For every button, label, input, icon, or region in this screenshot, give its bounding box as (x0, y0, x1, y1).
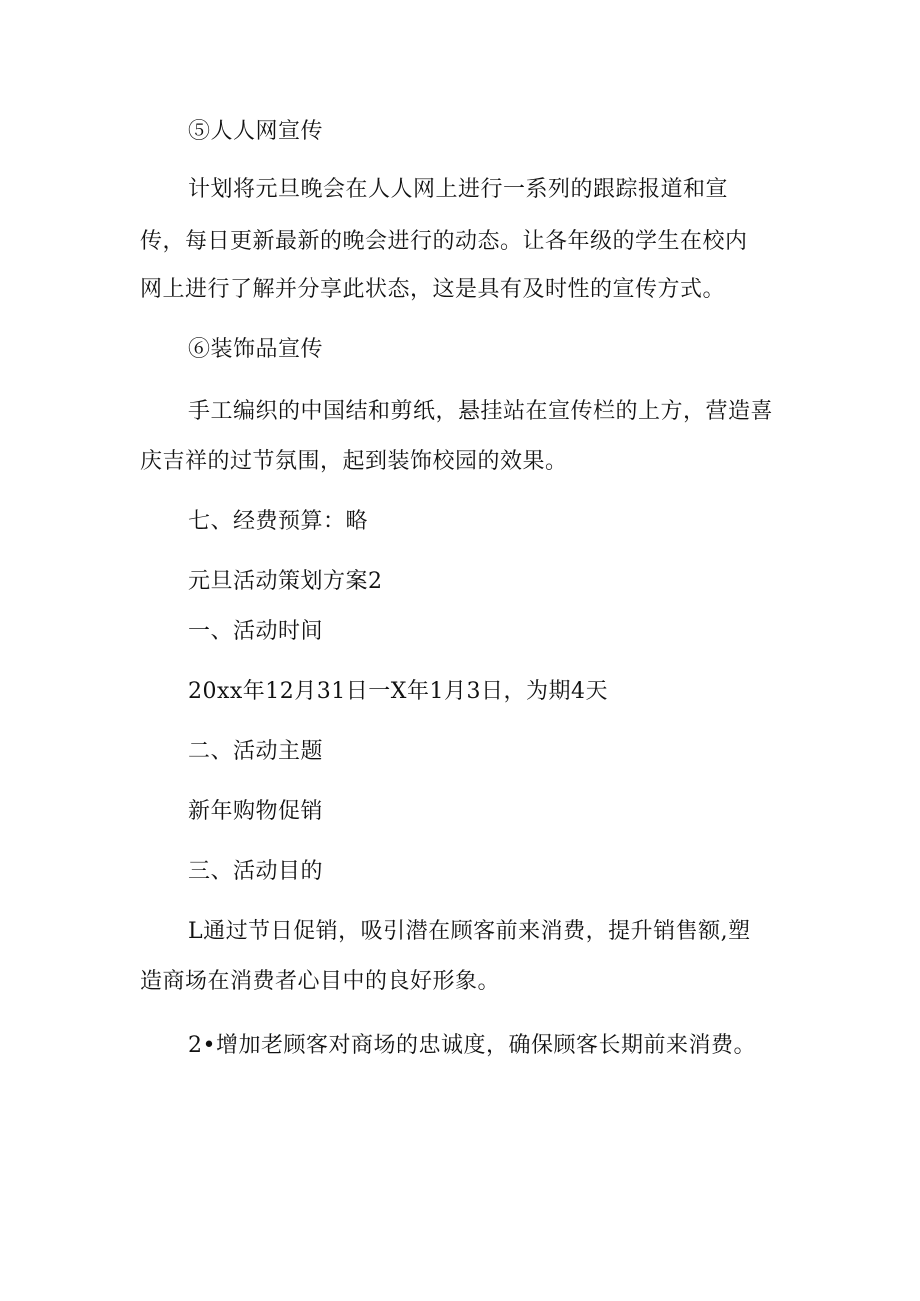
heading-renren-promotion: ⑤人人网宣传 (188, 119, 324, 144)
activity-time-text: 20xx年12月31日一X年1月3日，为期4天 (188, 679, 608, 704)
heading-budget: 七、经费预算：略 (188, 509, 369, 534)
heading-activity-time: 一、活动时间 (188, 619, 324, 644)
paragraph-line: 庆吉祥的过节氛围，起到装饰校园的效果。 (140, 449, 568, 474)
paragraph-line: 手工编织的中国结和剪纸，悬挂站在宣传栏的上方，营造喜 (188, 399, 774, 424)
purpose-item-2: 2•增加老顾客对商场的忠诚度，确保顾客长期前来消费。 (188, 1033, 756, 1058)
heading-activity-theme: 二、活动主题 (188, 739, 324, 764)
document-title: 元旦活动策划方案2 (188, 569, 383, 594)
activity-theme-text: 新年购物促销 (188, 799, 324, 824)
heading-activity-purpose: 三、活动目的 (188, 859, 324, 884)
purpose-item-1-continued: 造商场在消费者心目中的良好形象。 (140, 969, 501, 994)
purpose-item-1: L通过节日促销，吸引潜在顾客前来消费，提升销售额,塑 (188, 919, 751, 944)
paragraph-line: 传，每日更新最新的晚会进行的动态。让各年级的学生在校内 (140, 229, 748, 254)
heading-decoration-promotion: ⑥装饰品宣传 (188, 337, 324, 362)
paragraph-line: 网上进行了解并分享此状态，这是具有及时性的宣传方式。 (140, 277, 726, 302)
paragraph-line: 计划将元旦晚会在人人网上进行一系列的跟踪报道和宣 (188, 177, 729, 202)
